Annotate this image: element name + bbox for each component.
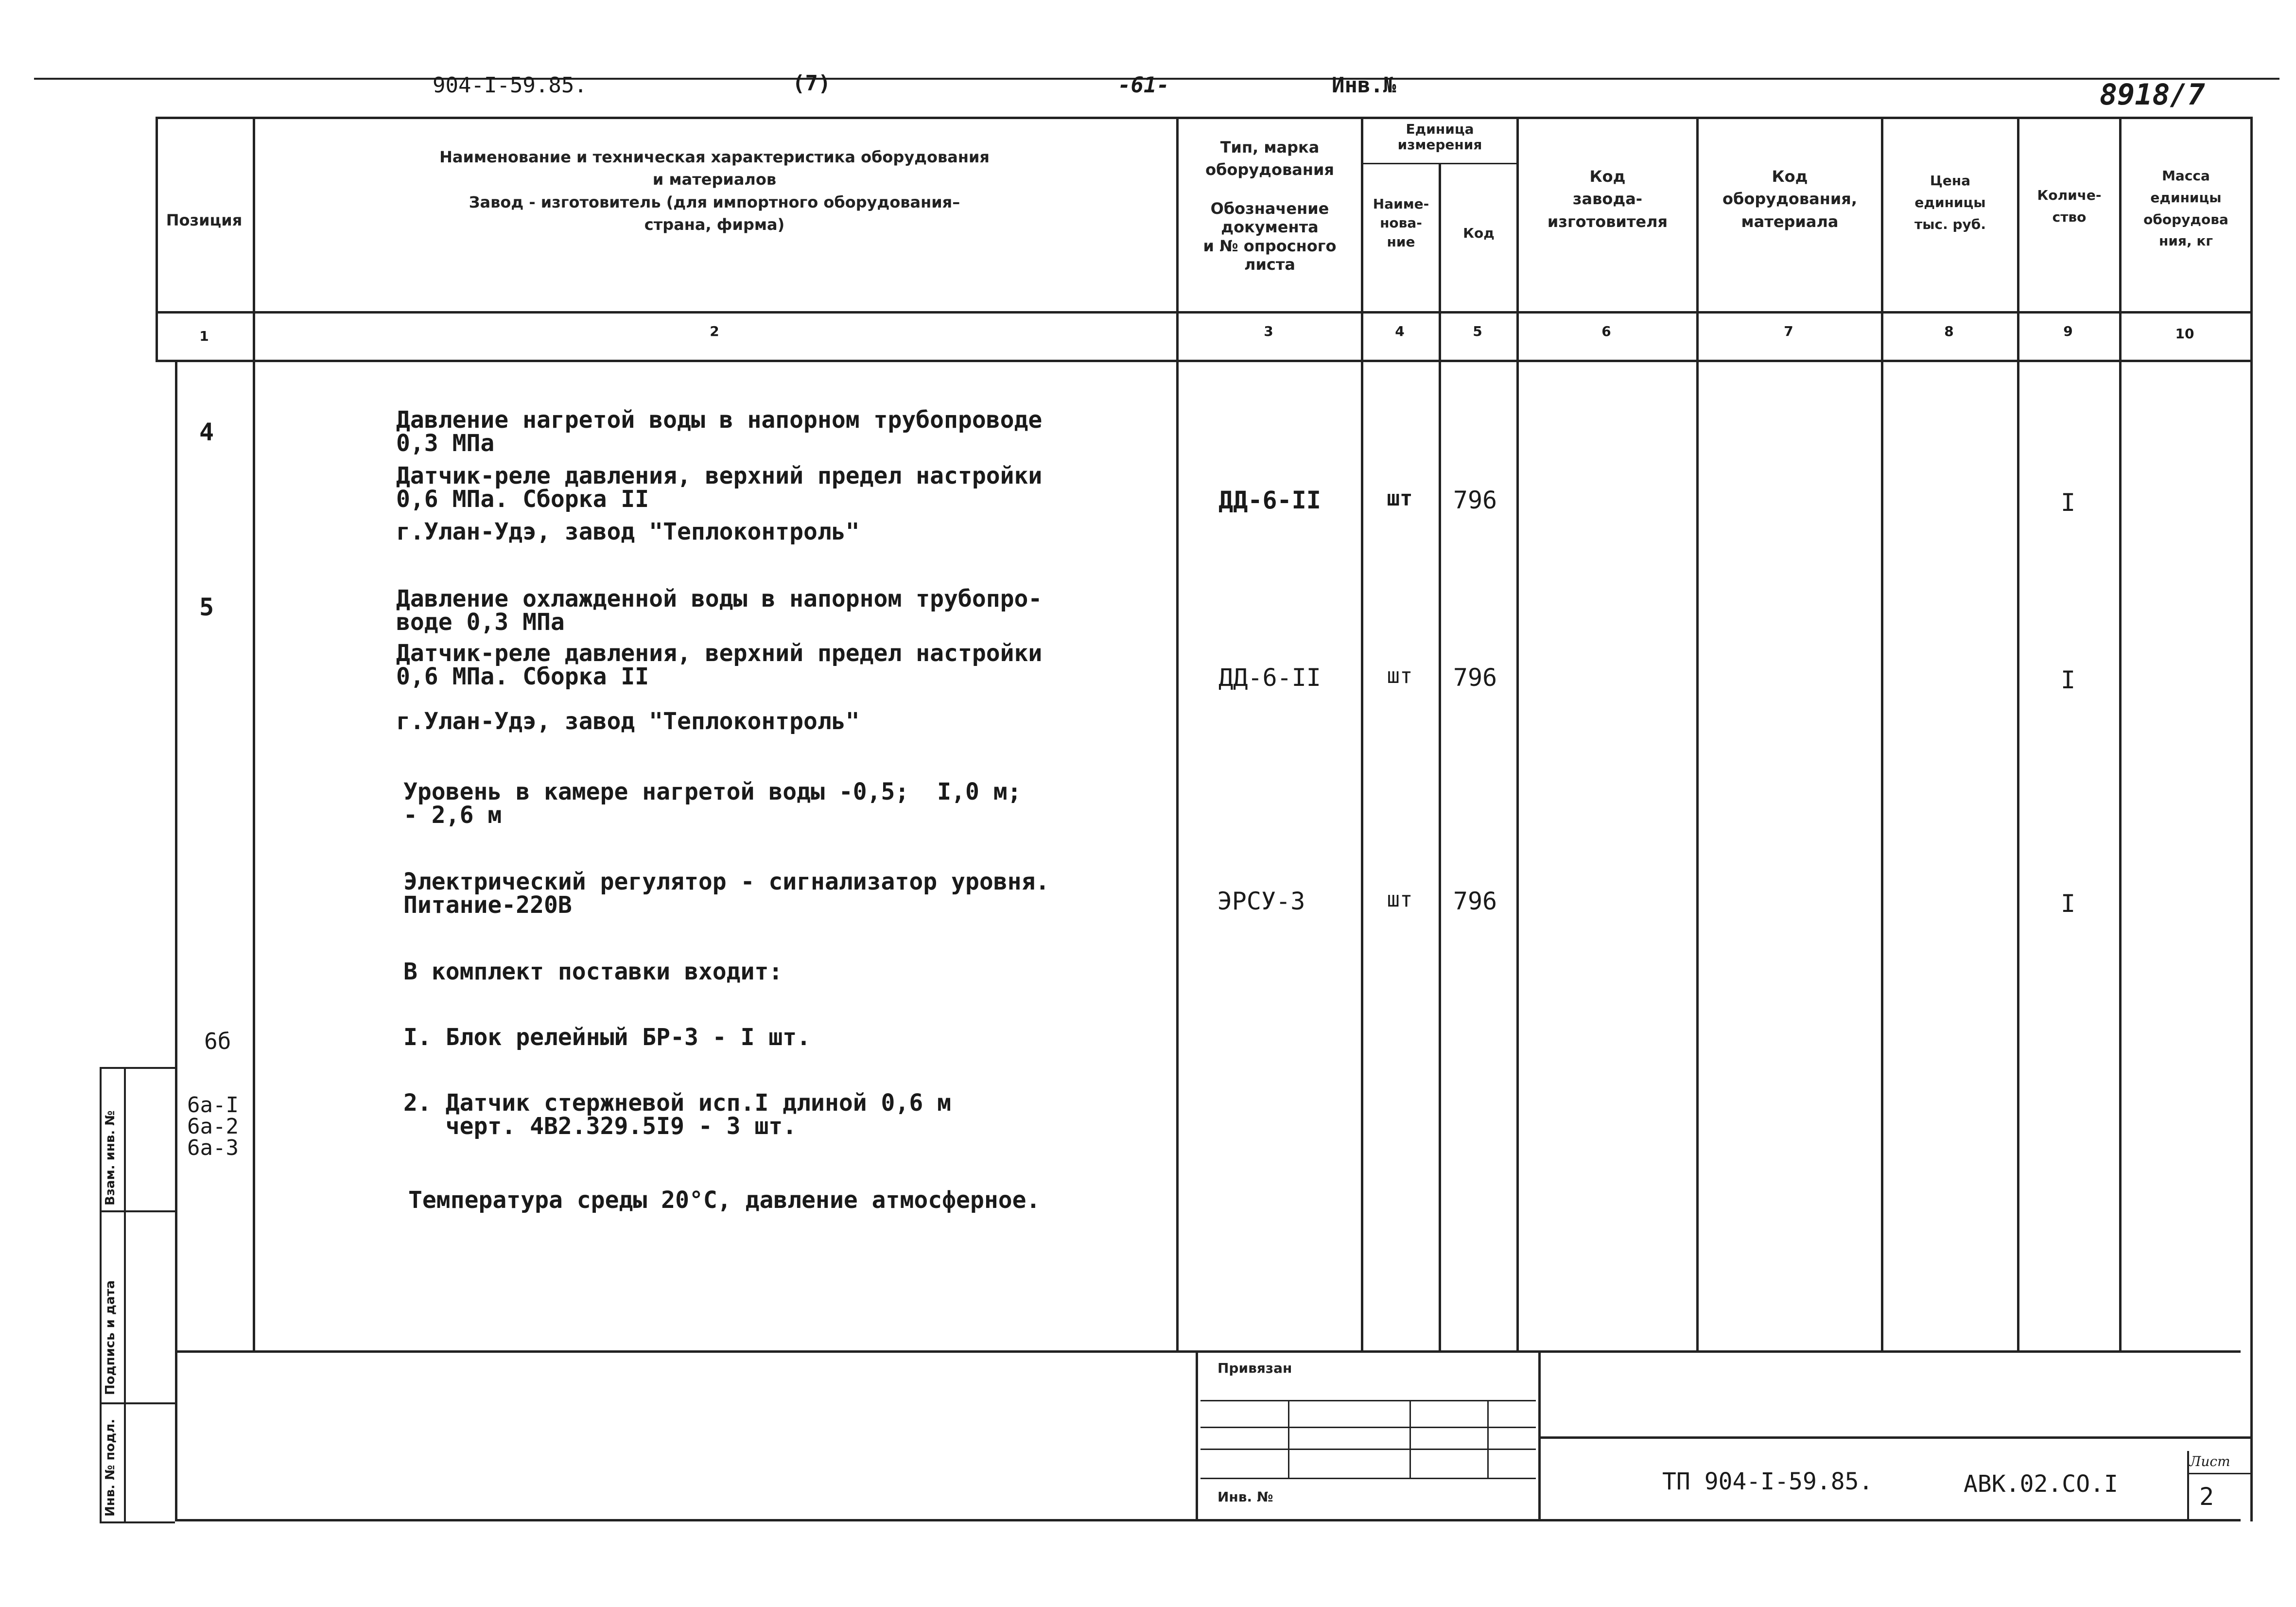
header-mass-line4: ния, кг: [2159, 233, 2213, 249]
row6-text-9: Температура среды 20°С, давление атмосферное.: [408, 1187, 1041, 1214]
row4-type: ДД-6-II: [1218, 486, 1321, 514]
stamp-doc-code: ТП 904-I-59.85.: [1662, 1468, 1873, 1495]
row5-quantity: I: [2060, 666, 2076, 694]
corner-number: 8918/7: [2100, 78, 2205, 112]
stamp-inv-no: Инв. №: [1218, 1489, 1273, 1505]
header-quantity-line2: ство: [2052, 209, 2087, 225]
row6-text-4: Питание-220В: [403, 891, 572, 919]
header-doc-line1: Обозначение: [1210, 199, 1329, 218]
row6-text-6: I. Блок релейный БР-3 - I шт.: [403, 1024, 811, 1051]
row6a3-position: 6а-3: [187, 1135, 239, 1160]
project-code: 904-I-59.85.: [433, 73, 587, 98]
header-type-line2: оборудования: [1205, 160, 1334, 179]
row4-text-4: 0,6 МПа. Сборка II: [396, 486, 649, 513]
stamp-privyazan: Привязан: [1218, 1360, 1292, 1376]
header-mass-line1: Масса: [2162, 168, 2210, 184]
row5-text-2: воде 0,3 МПа: [396, 609, 565, 636]
col-number-6: 6: [1601, 323, 1611, 339]
row5-text-1: Давление охлажденной воды в напорном трубопро-: [396, 585, 1043, 612]
header-mass-line3: оборудова: [2143, 211, 2228, 227]
header-doc-line3: и № опросного: [1203, 236, 1337, 255]
side-label-podpis: Подпись и дата: [103, 1280, 118, 1395]
side-label-vzam: Взам. инв. №: [103, 1110, 118, 1205]
row5-text-5: г.Улан-Удэ, завод "Теплоконтроль": [396, 708, 860, 735]
row6-text-7: 2. Датчик стержневой исп.I длиной 0,6 м: [403, 1089, 952, 1117]
row4-position: 4: [199, 418, 214, 446]
stamp-abk-code: АВК.02.СО.I: [1964, 1470, 2118, 1498]
header-price-line3: тыс. руб.: [1914, 216, 1986, 232]
row5-position: 5: [199, 593, 214, 621]
row4-unit: шт: [1387, 486, 1413, 511]
col-number-7: 7: [1784, 323, 1793, 339]
row6-text-8: черт. 4В2.329.5I9 - 3 шт.: [403, 1113, 797, 1140]
header-name-line2: и материалов: [652, 170, 777, 189]
row6-unit-code: 796: [1453, 887, 1497, 915]
header-unit-name-line1: Наиме-: [1373, 196, 1429, 212]
header-factory-code-line2: завода-: [1572, 190, 1643, 209]
header-type-line1: Тип, марка: [1220, 138, 1320, 157]
row4-text-3: Датчик-реле давления, верхний предел настройки: [396, 462, 1043, 489]
header-price-line1: Цена: [1930, 173, 1971, 189]
header-unit-name-line2: нова-: [1380, 215, 1422, 231]
row4-quantity: I: [2060, 489, 2076, 517]
row5-type: ДД-6-II: [1218, 664, 1321, 692]
page-mark: -61-: [1118, 73, 1169, 98]
row5-text-4: 0,6 МПа. Сборка II: [396, 663, 649, 690]
header-equipment-code-line2: оборудования,: [1722, 190, 1857, 209]
row4-unit-code: 796: [1453, 486, 1497, 514]
col-number-3: 3: [1264, 323, 1273, 339]
inventory-label: Инв.№: [1332, 73, 1396, 98]
row6a1-position: 6а-I: [187, 1093, 239, 1118]
col-number-5: 5: [1473, 323, 1482, 339]
col-number-9: 9: [2063, 323, 2073, 339]
stamp-sheet-label: Лист: [2190, 1453, 2230, 1469]
row5-text-3: Датчик-реле давления, верхний предел настройки: [396, 640, 1043, 667]
header-unit-line1: Единица: [1406, 121, 1474, 137]
row6-text-1: Уровень в камере нагретой воды -0,5; I,0 м;: [403, 778, 1022, 805]
side-label-inv-podl: Инв. № подл.: [103, 1418, 118, 1517]
header-quantity-line1: Количе-: [2037, 187, 2102, 203]
stamp-sheet-number: 2: [2199, 1483, 2214, 1511]
sheet-paren-number: (7): [792, 71, 831, 96]
row5-unit-code: 796: [1453, 664, 1497, 692]
row6-type: ЭРСУ-3: [1217, 887, 1305, 915]
row4-text-1: Давление нагретой воды в напорном трубопроводе: [396, 406, 1043, 434]
header-mass-line2: единицы: [2150, 189, 2222, 206]
header-price-line2: единицы: [1914, 194, 1986, 210]
header-unit-line2: измерения: [1397, 137, 1482, 153]
header-doc-line4: листа: [1244, 255, 1295, 274]
header-name-line1: Наименование и техническая характеристика оборудования: [439, 148, 990, 166]
header-unit-code: Код: [1463, 225, 1495, 241]
header-position: Позиция: [166, 211, 243, 229]
col-number-8: 8: [1944, 323, 1954, 339]
header-name-line4: страна, фирма): [644, 215, 785, 234]
col-number-4: 4: [1395, 323, 1405, 339]
row6-text-3: Электрический регулятор - сигнализатор уровня.: [403, 868, 1050, 895]
header-factory-code-line3: изготовителя: [1547, 212, 1668, 231]
col-number-2: 2: [710, 323, 719, 339]
header-equipment-code-line1: Код: [1772, 167, 1808, 186]
row6-unit: шт: [1387, 887, 1413, 912]
header-equipment-code-line3: материала: [1741, 212, 1839, 231]
col-number-10: 10: [2175, 326, 2194, 342]
row4-text-5: г.Улан-Удэ, завод "Теплоконтроль": [396, 518, 860, 545]
col-number-1: 1: [199, 328, 209, 344]
row4-text-2: 0,3 МПа: [396, 430, 495, 457]
header-unit-name-line3: ние: [1387, 234, 1415, 250]
row6a2-position: 6а-2: [187, 1114, 239, 1139]
row6-text-2: - 2,6 м: [403, 802, 502, 829]
header-factory-code-line1: Код: [1589, 167, 1626, 186]
row6b-position: 6б: [204, 1028, 231, 1054]
row6-quantity: I: [2060, 890, 2076, 918]
header-doc-line2: документа: [1221, 218, 1319, 237]
header-name-line3: Завод - изготовитель (для импортного оборудования–: [469, 192, 960, 211]
row5-unit: шт: [1387, 664, 1413, 688]
row6-text-5: В комплект поставки входит:: [403, 958, 783, 985]
